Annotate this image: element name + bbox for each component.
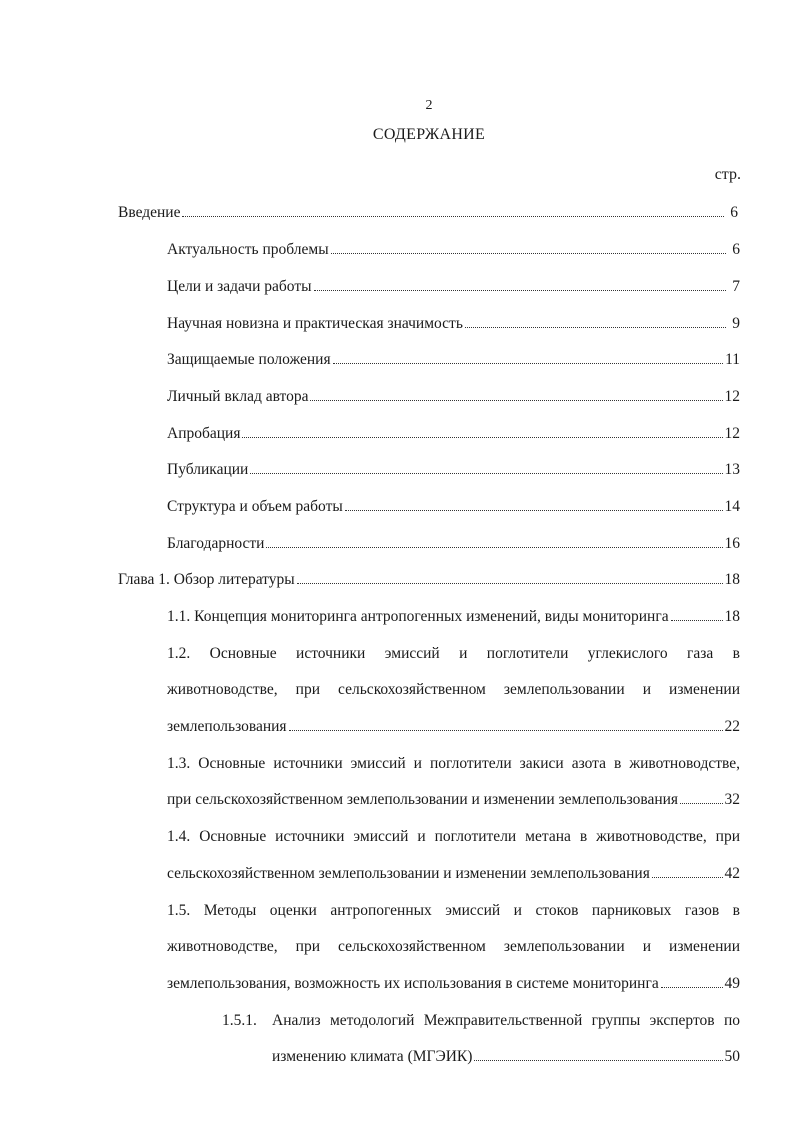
toc-entry-defended	[167, 350, 740, 370]
toc-entry-page: 7	[732, 278, 740, 295]
toc-entry-page: 22	[724, 718, 740, 735]
toc-entry-section-1-5-1	[272, 1047, 740, 1067]
toc-entry-section-1-4	[167, 864, 740, 884]
toc-entry-section-1-1	[167, 607, 740, 627]
toc-entry-page: 18	[724, 571, 740, 588]
toc-entry-text: Апробация	[167, 425, 241, 442]
dot-leader	[310, 400, 722, 401]
toc-entry-page: 6	[730, 204, 738, 221]
toc-entry-text: землепользования, возможность их использования в системе мониторинга	[167, 975, 659, 992]
dot-leader	[652, 877, 723, 878]
toc-entry-section-1-3-line-1: 1.3. Основные источники эмиссий и поглотители закиси азота в животноводстве,	[167, 755, 740, 772]
toc-entry-page: 42	[724, 865, 740, 882]
page-column-label: стр.	[714, 166, 741, 183]
toc-entry-text: Публикации	[167, 461, 249, 478]
dot-leader	[182, 216, 724, 217]
dot-leader	[331, 253, 726, 254]
toc-entry-page: 50	[724, 1048, 740, 1065]
toc-entry-section-1-5-line-2: животноводстве, при сельскохозяйственном землепользовании и изменении	[167, 938, 740, 955]
toc-entry-text: при сельскохозяйственном землепользовании и изменении землепользования	[167, 791, 679, 808]
toc-entry-section-1-2	[167, 717, 740, 737]
toc-entry-text: Актуальность проблемы	[167, 241, 329, 258]
dot-leader	[289, 730, 723, 731]
toc-entry-page: 18	[724, 608, 740, 625]
toc-entry-approbation	[167, 424, 740, 444]
page-title: СОДЕРЖАНИЕ	[372, 126, 486, 143]
page-number: 2	[425, 98, 433, 113]
toc-entry-structure	[167, 497, 740, 517]
toc-entry-text: Научная новизна и практическая значимость	[167, 315, 463, 332]
toc-entry-text: Благодарности	[167, 535, 265, 552]
dot-leader	[297, 583, 723, 584]
toc-entry-text: Защищаемые положения	[167, 351, 331, 368]
toc-entry-section-1-4-line-1: 1.4. Основные источники эмиссий и поглотители метана в животноводстве, при	[167, 828, 740, 845]
dot-leader	[250, 473, 722, 474]
toc-entry-section-1-5	[167, 974, 740, 994]
dot-leader	[333, 363, 723, 364]
toc-entry-page: 49	[724, 975, 740, 992]
dot-leader	[345, 510, 723, 511]
toc-entry-section-1-3	[167, 790, 740, 810]
dot-leader	[266, 547, 722, 548]
toc-entry-publications	[167, 460, 740, 480]
dot-leader	[474, 1060, 722, 1061]
toc-entry-text: изменению климата (МГЭИК)	[272, 1048, 473, 1065]
toc-entry-text: сельскохозяйственном землепользовании и изменении землепользования	[167, 865, 650, 882]
toc-entry-page: 6	[732, 241, 740, 258]
toc-entry-page: 11	[725, 351, 740, 368]
toc-entry-page: 32	[724, 791, 740, 808]
toc-entry-text: землепользования	[167, 718, 287, 735]
dot-leader	[680, 803, 722, 804]
toc-entry-page: 16	[724, 535, 740, 552]
toc-entry-text: Глава 1. Обзор литературы	[118, 571, 295, 588]
toc-entry-goals	[167, 277, 740, 297]
toc-entry-page: 12	[724, 425, 740, 442]
toc-entry-text: Введение	[118, 204, 181, 221]
toc-entry-section-1-2-line-2: животноводстве, при сельскохозяйственном землепользовании и изменении	[167, 681, 740, 698]
toc-entry-section-1-2-line-1: 1.2. Основные источники эмиссий и поглотители углекислого газа в	[167, 645, 740, 662]
toc-entry-contribution	[167, 387, 740, 407]
toc-entry-text: Структура и объем работы	[167, 498, 343, 515]
toc-entry-text: Личный вклад автора	[167, 388, 309, 405]
dot-leader	[661, 987, 723, 988]
toc-entry-intro	[118, 203, 738, 223]
toc-entry-page: 13	[724, 461, 740, 478]
toc-entry-thanks	[167, 534, 740, 554]
dot-leader	[465, 327, 726, 328]
toc-entry-page: 9	[732, 315, 740, 332]
toc-entry-text: Цели и задачи работы	[167, 278, 312, 295]
toc-entry-page: 14	[724, 498, 740, 515]
toc-entry-section-1-5-1-line-1: Анализ методологий Межправительственной группы экспертов по	[272, 1012, 740, 1029]
toc-entry-chapter-1	[118, 570, 740, 590]
toc-entry-relevance	[167, 240, 740, 260]
toc-entry-page: 12	[724, 388, 740, 405]
toc-entry-text: 1.1. Концепция мониторинга антропогенных изменений, виды мониторинга	[167, 608, 669, 625]
dot-leader	[671, 620, 723, 621]
toc-entry-novelty	[167, 314, 740, 334]
dot-leader	[314, 290, 726, 291]
toc-entry-section-1-5-line-1: 1.5. Методы оценки антропогенных эмиссий и стоков парниковых газов в	[167, 902, 740, 919]
toc-entry-section-1-5-1-number: 1.5.1.	[222, 1012, 257, 1029]
dot-leader	[242, 437, 722, 438]
